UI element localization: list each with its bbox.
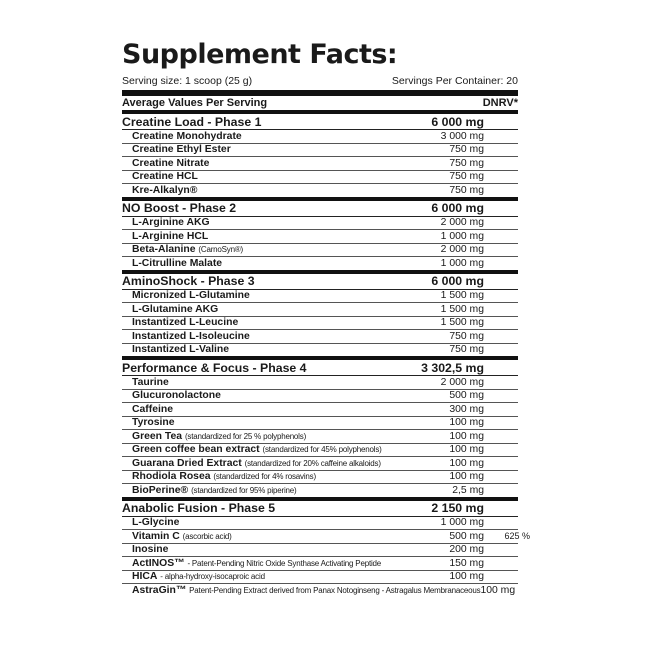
ingredient-name: Instantized L-Valine [132,344,229,356]
ingredient-name-cell [122,444,398,455]
ingredient-name: Tyrosine [132,417,175,429]
column-header-left: Average Values Per Serving [122,97,268,109]
column-header-right: DNRV* [482,97,518,109]
ingredient-name-cell [122,158,398,169]
ingredient-name-cell [122,585,480,596]
column-header [122,96,518,110]
ingredient-name: BioPerine® [132,484,189,496]
ingredient-amount: 1 500 mg [440,290,484,302]
ingredient-amount: 100 mg [480,584,516,596]
ingredient-name-cell [122,390,398,401]
ingredient-row [122,257,518,270]
ingredient-name: Caffeine [132,403,173,415]
ingredient-amount: 500 mg [449,530,484,542]
ingredient-row [122,471,518,485]
section-name: NO Boost - Phase 2 [122,201,237,215]
ingredient-name: Creatine Ethyl Ester [132,144,231,156]
ingredient-name: Micronized L-Glutamine [132,290,250,302]
ingredient-amount: 100 mg [449,457,484,469]
ingredient-amount: 200 mg [449,544,484,556]
ingredient-name: Glucuronolactone [132,390,221,402]
ingredient-name: L-Glutamine AKG [132,303,219,315]
ingredient-name-cell [122,290,398,301]
section-name: Performance & Focus - Phase 4 [122,360,307,375]
ingredient-row [122,403,518,417]
ingredient-row [122,571,518,585]
ingredient-name-cell [122,417,398,428]
ingredient-name: Creatine Monohydrate [132,130,242,142]
ingredient-amount: 100 mg [449,571,484,583]
ingredient-row [122,330,518,344]
section-header [122,360,518,376]
ingredient-name-cell [122,517,398,528]
ingredient-note: (standardized for 25 % polyphenols) [184,431,307,441]
ingredient-dnrv: 625 % [504,531,530,542]
ingredient-name: Kre-Alkalyn® [132,184,198,196]
ingredient-amount: 100 mg [449,471,484,483]
ingredient-row [122,344,518,357]
serving-info [122,74,518,90]
ingredient-amount: 750 mg [449,144,484,156]
ingredient-row [122,484,518,497]
ingredient-note: (ascorbic acid) [182,531,232,541]
section-2 [122,201,518,270]
ingredient-name: L-Citrulline Malate [132,257,223,269]
ingredient-amount: 750 mg [449,171,484,183]
ingredient-name-cell [122,231,398,242]
section-name: Creatine Load - Phase 1 [122,114,262,129]
ingredient-row [122,144,518,158]
serving-size: Serving size: 1 scoop (25 g) [122,75,253,87]
section-1 [122,114,518,197]
ingredient-amount: 1 500 mg [440,303,484,315]
ingredient-name: Rhodiola Rosea [132,471,211,483]
ingredient-note: - alpha-hydroxy-isocaproic acid [160,572,265,582]
ingredient-name-cell [122,331,398,342]
ingredient-name: Vitamin C [132,530,180,542]
supplement-facts-label [122,38,530,597]
ingredient-name: Green Tea [132,430,183,442]
ingredient-row [122,317,518,331]
ingredient-amount: 2 000 mg [440,244,484,256]
ingredient-row [122,230,518,244]
ingredient-name-cell [122,217,398,228]
ingredient-name-cell [122,404,398,415]
section-total: 6 000 mg [431,274,484,288]
ingredient-name-cell [122,544,398,555]
ingredient-note: (standardized for 95% piperine) [191,485,297,495]
section-4 [122,360,518,497]
ingredient-name: Instantized L-Leucine [132,317,239,329]
ingredient-name: Guarana Dried Extract [132,457,242,469]
ingredient-row [122,376,518,390]
ingredient-note: (standardized for 20% caffeine alkaloids) [244,458,381,468]
ingredient-row [122,430,518,444]
ingredient-amount: 1 000 mg [440,517,484,529]
ingredient-name-cell [122,377,398,388]
servings-per-container: Servings Per Container: 20 [391,75,518,87]
ingredient-note: (standardized for 4% rosavins) [213,472,316,482]
ingredient-amount: 3 000 mg [440,130,484,142]
section-name: Anabolic Fusion - Phase 5 [122,501,276,515]
ingredient-name-cell [122,558,398,569]
ingredient-row [122,244,518,258]
ingredient-amount: 1 000 mg [440,257,484,269]
ingredient-name: Creatine Nitrate [132,157,210,169]
ingredient-name-cell [122,571,398,582]
ingredient-name-cell [122,531,398,542]
ingredient-name: L-Arginine HCL [132,230,209,242]
ingredient-amount: 100 mg [449,430,484,442]
ingredient-name-cell [122,131,398,142]
ingredient-note: - Patent-Pending Nitric Oxide Synthase Activating Peptide [187,558,382,568]
section-5 [122,501,530,597]
ingredient-row [122,444,518,458]
section-header [122,201,518,217]
section-total: 2 150 mg [431,501,484,515]
ingredient-name-cell [122,144,398,155]
ingredient-amount: 750 mg [449,157,484,169]
ingredient-amount: 750 mg [449,184,484,196]
ingredient-amount: 2 000 mg [440,217,484,229]
ingredient-row [122,584,518,597]
ingredient-name-cell [122,244,398,255]
ingredient-name: Inosine [132,544,169,556]
ingredient-amount: 500 mg [449,390,484,402]
ingredient-amount: 750 mg [449,330,484,342]
ingredient-row [122,417,518,431]
ingredient-row [122,457,518,471]
ingredient-row [122,544,518,558]
ingredient-row [122,303,518,317]
sections-container [122,114,530,597]
ingredient-name: L-Glycine [132,517,180,529]
ingredient-name: Beta-Alanine [132,244,196,256]
ingredient-name: Taurine [132,376,169,388]
ingredient-row [122,530,530,544]
section-header [122,274,518,290]
ingredient-amount: 1 500 mg [440,317,484,329]
ingredient-row [122,390,518,404]
ingredient-row [122,157,518,171]
section-total: 6 000 mg [431,114,484,129]
ingredient-row [122,217,518,231]
ingredient-name-cell [122,458,398,469]
ingredient-name-cell [122,431,398,442]
ingredient-row [122,184,518,197]
ingredient-row [122,517,518,531]
section-name: AminoShock - Phase 3 [122,274,255,288]
ingredient-note: Patent-Pending Extract derived from Panax Notoginseng - Astragalus Membranaceous [189,585,481,595]
ingredient-amount: 100 mg [449,417,484,429]
ingredient-row [122,290,518,304]
section-header [122,114,518,130]
section-total: 3 302,5 mg [421,360,484,375]
ingredient-name-cell [122,344,398,355]
ingredient-note: (CarnoSyn®) [198,245,244,255]
ingredient-row [122,557,518,571]
ingredient-name: HICA [132,571,158,583]
ingredient-name: Instantized L-Isoleucine [132,330,250,342]
ingredient-name-cell [122,471,398,482]
ingredient-amount: 1 000 mg [440,230,484,242]
ingredient-amount: 750 mg [449,344,484,356]
ingredient-name-cell [122,171,398,182]
section-total: 6 000 mg [431,201,484,215]
ingredient-name: AstraGin™ [132,584,187,596]
ingredient-name-cell [122,317,398,328]
ingredient-amount: 150 mg [449,557,484,569]
label-title: Supplement Facts: [122,39,398,70]
ingredient-amount: 300 mg [449,403,484,415]
ingredient-name-cell [122,485,398,496]
ingredient-name: Creatine HCL [132,171,198,183]
ingredient-name: ActINOS™ [132,557,185,569]
ingredient-name-cell [122,185,398,196]
ingredient-row [122,130,518,144]
ingredient-name: Green coffee bean extract [132,444,260,456]
ingredient-name-cell [122,258,398,269]
ingredient-note: (standardized for 45% polyphenols) [262,445,382,455]
ingredient-amount: 2,5 mg [452,484,484,496]
ingredient-amount: 2 000 mg [440,376,484,388]
section-3 [122,274,518,357]
ingredient-row [122,171,518,185]
ingredient-amount: 100 mg [449,444,484,456]
ingredient-name: L-Arginine AKG [132,217,210,229]
ingredient-name-cell [122,304,398,315]
section-header [122,501,518,517]
